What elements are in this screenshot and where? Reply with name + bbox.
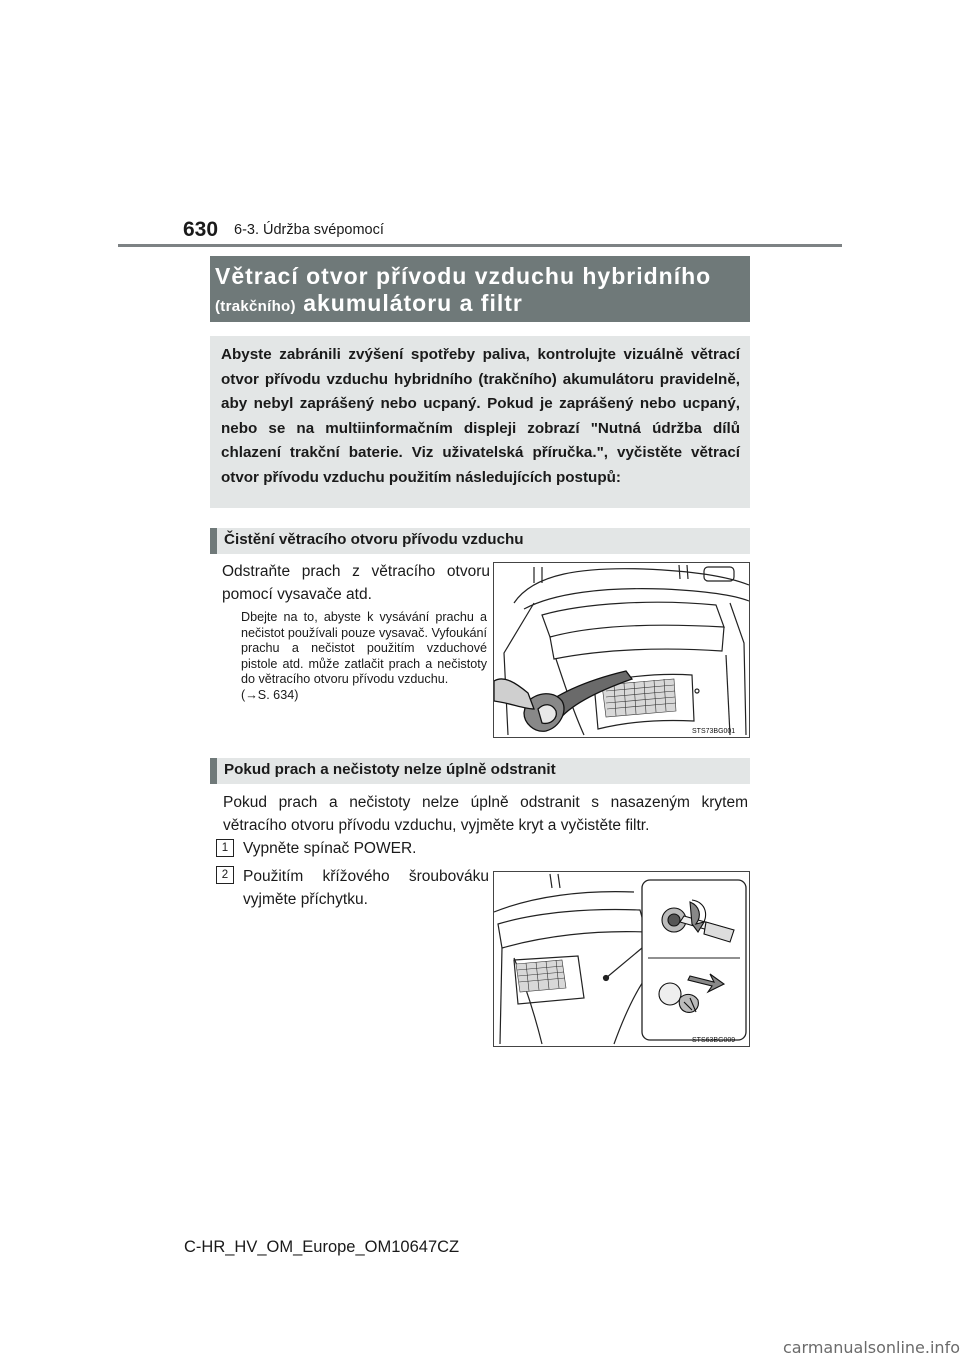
section-heading-cleaning: Čistění větracího otvoru přívodu vzduchu [210, 528, 750, 554]
cleaning-note-text: Dbejte na to, abyste k vysávání prachu a nečistot používali pouze vysavač. Vyfoukání prachu a nečistot použitím vzduchové pistole atd. může zatlačit prach a nečistoty do větracího otvoru přívodu vzduchu. [241, 610, 487, 687]
step-number-1: 1 [216, 839, 234, 857]
title-line-2-small: (trakčního) [215, 298, 296, 315]
clip-illustration [494, 872, 749, 1046]
step-number-2: 2 [216, 866, 234, 884]
title-line-1: Větrací otvor přívodu vzduchu hybridního [215, 263, 712, 289]
figure-code-1: STS73BG001 [692, 728, 736, 735]
chapter-title [210, 256, 750, 322]
intro-box: Abyste zabránili zvýšení spotřeby paliva, kontrolujte vizuálně větrací otvor přívodu vzduchu hybridního (trakčního) akumulátoru pravidelně, aby nebyl zaprášený nebo ucpaný. Pokud je zaprášený nebo ucpaný, nebo se na multiinformačním displeji zobrazí "Nutná údržba dílů chlazení trakční baterie. Viz uživatelská příručka.", vyčistěte větrací otvor přívodu vzduchu použitím následujících postupů: [210, 336, 750, 508]
cleaning-note [241, 610, 487, 704]
step-text-2: Použitím křížového šroubováku vyjměte příchytku. [243, 868, 489, 908]
header-divider [118, 244, 842, 247]
cleaning-instruction: Odstraňte prach z větracího otvoru pomocí vysavače atd. [222, 563, 490, 603]
page-number: 630 [183, 218, 219, 241]
cleaning-note-ref: (→S. 634) [241, 687, 299, 702]
title-line-2-big: akumulátoru a filtr [295, 290, 523, 316]
footer-doc-id: C-HR_HV_OM_Europe_OM10647CZ [184, 1238, 460, 1256]
title-line-2 [215, 290, 750, 317]
figure-code-2: STS63BG009 [692, 1037, 736, 1044]
watermark: carmanualsonline.info [782, 1338, 960, 1357]
removal-intro: Pokud prach a nečistoty nelze úplně odstranit s nasazeným krytem větracího otvoru přívodu vzduchu, vyjměte kryt a vyčistěte filtr. [223, 794, 748, 834]
section-heading-removal: Pokud prach a nečistoty nelze úplně odstranit [210, 758, 750, 784]
section-label: 6-3. Údržba svépomocí [234, 222, 384, 238]
vacuum-illustration [494, 563, 749, 737]
figure-clip-removal [493, 871, 750, 1047]
step-text-1: Vypněte spínač POWER. [243, 840, 417, 857]
figure-vacuum-vent [493, 562, 750, 738]
